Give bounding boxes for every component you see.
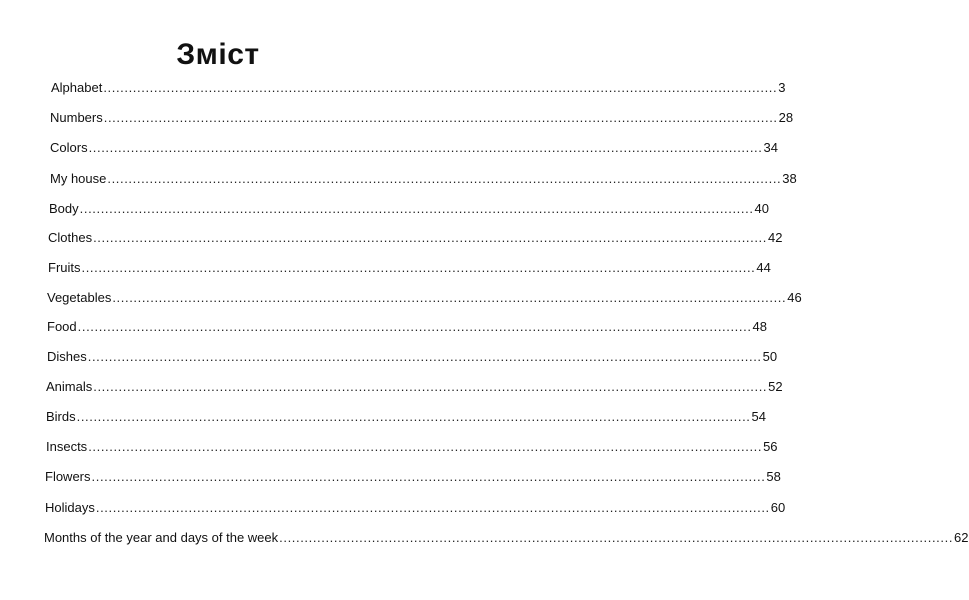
toc-entry-label: Body <box>49 201 79 216</box>
toc-entry-page: 28 <box>778 110 794 125</box>
dot-leader: ................................................................................................................................................................ <box>91 469 766 484</box>
toc-entry <box>47 349 778 365</box>
toc-entry-page: 52 <box>768 379 783 394</box>
toc-entry-page: 40 <box>754 201 769 216</box>
toc-entry <box>49 201 769 217</box>
toc-entry-label: Insects <box>46 439 88 454</box>
toc-entry-page: 54 <box>751 409 766 424</box>
toc-entry <box>46 379 783 395</box>
toc-entry-label: My house <box>50 171 107 186</box>
toc-entry <box>51 80 786 96</box>
toc-entry-label: Flowers <box>45 469 91 484</box>
toc-entry-page: 46 <box>787 290 802 305</box>
toc-entry <box>45 469 781 485</box>
toc-entry-label: Dishes <box>47 349 87 364</box>
toc-entry-page: 62 <box>954 530 969 545</box>
dot-leader: ................................................................................................................................................................ <box>103 80 778 95</box>
toc-entry-page: 60 <box>770 500 786 515</box>
toc-entry-page: 38 <box>782 171 797 186</box>
toc-entry <box>47 319 767 335</box>
toc-entry <box>44 530 969 546</box>
toc-entry <box>50 110 794 126</box>
dot-leader: ................................................................................................................................................................ <box>81 260 756 275</box>
toc-entry-page: 50 <box>762 349 778 364</box>
dot-leader: ................................................................................................................................................................ <box>112 290 787 305</box>
toc-entry-label: Animals <box>46 379 93 394</box>
dot-leader: ................................................................................................................................................................ <box>79 201 754 216</box>
toc-entry <box>45 500 786 516</box>
toc-entry <box>50 171 797 187</box>
toc-entry-label: Alphabet <box>51 80 103 95</box>
toc-entry-label: Months of the year and days of the week <box>44 530 279 545</box>
toc-entry-page: 42 <box>767 230 783 245</box>
toc-entry <box>50 140 778 156</box>
toc-entry-label: Vegetables <box>47 290 112 305</box>
toc-entry-page: 34 <box>763 140 778 155</box>
toc-entry-label: Fruits <box>48 260 81 275</box>
toc-entry <box>46 439 778 455</box>
toc-entry-page: 3 <box>778 80 786 95</box>
toc-entry-page: 44 <box>756 260 771 275</box>
dot-leader: ................................................................................................................................................................ <box>93 230 767 245</box>
page-title: Зміст <box>176 38 260 71</box>
dot-leader: ................................................................................................................................................................ <box>279 530 954 545</box>
toc-entry-page: 56 <box>763 439 778 454</box>
dot-leader: ................................................................................................................................................................ <box>87 349 762 364</box>
toc-entry-label: Holidays <box>45 500 95 515</box>
dot-leader: ................................................................................................................................................................ <box>95 500 770 515</box>
toc-entry-label: Birds <box>46 409 76 424</box>
toc-entry-page: 58 <box>766 469 781 484</box>
dot-leader: ................................................................................................................................................................ <box>88 439 763 454</box>
toc-entry <box>48 260 771 276</box>
toc-entry-label: Food <box>47 319 77 334</box>
toc-entry <box>47 290 802 306</box>
dot-leader: ................................................................................................................................................................ <box>76 409 751 424</box>
dot-leader: ................................................................................................................................................................ <box>107 171 782 186</box>
dot-leader: ................................................................................................................................................................ <box>88 140 763 155</box>
toc-entry-page: 48 <box>752 319 767 334</box>
dot-leader: ................................................................................................................................................................ <box>77 319 752 334</box>
toc-entry-label: Colors <box>50 140 88 155</box>
dot-leader: ................................................................................................................................................................ <box>93 379 768 394</box>
toc-entry <box>48 230 783 246</box>
dot-leader: ................................................................................................................................................................ <box>103 110 778 125</box>
toc-entry-label: Numbers <box>50 110 103 125</box>
toc-entry <box>46 409 766 425</box>
toc-entry-label: Clothes <box>48 230 93 245</box>
